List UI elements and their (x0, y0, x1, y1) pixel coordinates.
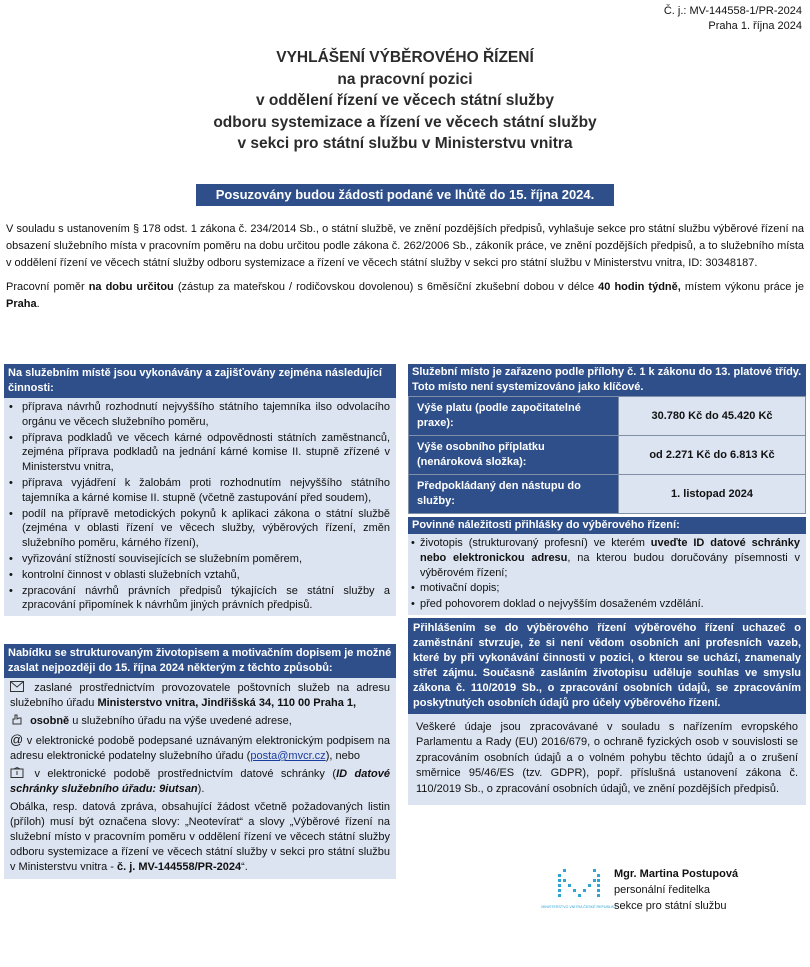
list-item: • před pohovorem doklad o nejvyšším dosaženém vzdělání. (420, 597, 800, 612)
duty-item: • příprava návrhů rozhodnutí nejvyššího státního tajemníka ilso odvolacího orgánu ve věcech služebního poměru, (22, 400, 390, 430)
document-title (0, 47, 810, 155)
table-row (409, 436, 806, 475)
title-line-2: na pracovní pozici (337, 70, 473, 88)
text: ), nebo (325, 750, 360, 762)
requirements-panel (408, 517, 806, 615)
post-option (10, 681, 390, 711)
text: životopis (strukturovaný profesní) ve kterém (420, 537, 651, 549)
duty-item: • vyřizování stížností souvisejících se služebním poměrem, (22, 552, 390, 567)
hours-label: 40 hodin týdně, (598, 281, 681, 294)
right-column (408, 364, 806, 805)
application-header: Nabídku se strukturovaným životopisem a motivačním dopisem je možné zaslat nejpozději do 15. října 2024 některým z těchto způsobů: (4, 644, 396, 678)
duty-item: • příprava podkladů ve věcech kárné odpovědnosti státních zaměstnanců, zejména příprava podkladů na jednání kárné komise II. stupně zřízené v Ministerstvu vnitra, (22, 431, 390, 475)
email-link[interactable]: posta@mvcr.cz (250, 750, 326, 762)
hand-icon (10, 714, 24, 725)
personal-option (10, 714, 390, 729)
databox-icon (10, 767, 24, 778)
text: zaslané prostřednictvím provozovatele poštovních služeb na adresu služebního úřadu (10, 682, 391, 709)
duties-panel (4, 364, 396, 616)
text: Obálka, resp. datová zpráva, obsahující žádost včetně požadovaných listin (příloh) musí být označena slovy: „Neotevírat“ a slovy „Výběrové řízení na služební místo v pracovním poměru v oddělení řízení ve věcech státní služby odboru systemizace a řízení ve věcech státní služby v sekci pro státní službu v Ministerstvu vnitra - (10, 801, 390, 873)
gdpr-paragraph: Veškeré údaje jsou zpracovávané v souladu s nařízením evropského Parlamentu a Rady (EU) 2016/679, o ochraně fyzických osob v souvislosti se zpracováním osobních údajů a o volném pohybu těchto údajů a o zrušení směrnice 95/46/ES (tzv. GDPR), popř. příslušná ustanovení zákona č. 110/2019 Sb., o zpracování osobních údajů, ve znění pozdějších předpisů. (408, 714, 806, 805)
salary-value: 1. listopad 2024 (619, 475, 806, 514)
duty-item: • příprava vyjádření k žalobám proti rozhodnutím nejvyššího státního tajemníka a kárné komise II. stupně (včetně zastupování před soudem), (22, 476, 390, 506)
table-row (409, 397, 806, 436)
text: v elektronické podobě prostřednictvím datové schránky ( (34, 768, 337, 780)
reference-date: Praha 1. října 2024 (708, 20, 802, 32)
deadline-banner: Posuzovány budou žádosti podané ve lhůtě do 15. října 2024. (196, 184, 614, 206)
requirements-header: Povinné náležitosti přihlášky do výběrového řízení: (408, 517, 806, 534)
signatory-unit: sekce pro státní službu (614, 900, 727, 912)
intro-section (6, 221, 804, 321)
consent-notice: Přihlášením se do výběrového řízení výběrového řízení uchazeč o zaměstnání stvrzuje, že si není vědom osobních ani profesních vazeb, které by při vykonávání činnosti v pozici, o kterou se uchází, znamenaly střet zájmu. Současně zasláním životopisu uděluje souhlas ve smyslu zákona č. 110/2019 Sb., o zpracování osobních údajů, se zpracováním poskytnutých osobních údajů pro účely výběrového řízení. (408, 618, 806, 714)
name-label: Mgr. Martina Postupová (614, 868, 739, 880)
text: “. (241, 861, 248, 873)
logo-text: MINISTERSTVO VNITRA ČESKÉ REPUBLIKY (541, 905, 617, 909)
intro-paragraph-2 (6, 279, 804, 313)
duty-item: • zpracování návrhů právních předpisů týkajících se státní služby a zpracování připomínek k návrhům jiných právních předpisů. (22, 584, 390, 614)
salary-label: Předpokládaný den nástupu do služby: (409, 475, 619, 514)
reference-header (664, 4, 802, 34)
text: (zástup za mateřskou / rodičovskou dovolenou) s 6měsíční zkušební dobou v délce (173, 281, 599, 294)
email-option (10, 732, 390, 764)
text: u služebního úřadu na výše uvedené adrese, (69, 715, 292, 727)
classification-header: Služební místo je zařazeno podle přílohy č. 1 k zákonu do 13. platové třídy. Toto místo není systemizováno jako klíčové. (408, 364, 806, 396)
duty-item: • podíl na přípravě metodických pokynů k aplikaci zákona o státní službě (zejména v oblasti řízení ve věcech služby, výběrových řízení, změn služebního poměru, kárného řízení), (22, 507, 390, 551)
cv-highlight: uveďte ID datové schránky nebo elektronickou adresu (420, 537, 800, 564)
salary-label: Výše platu (podle započitatelné praxe): (409, 397, 619, 436)
duties-header: Na služebním místě jsou vykonávány a zajišťovány zejména následující činnosti: (4, 364, 396, 398)
table-row (409, 475, 806, 514)
salary-label: Výše osobního příplatku (nenároková složka): (409, 436, 619, 475)
requirements-list (408, 534, 806, 615)
text: . (36, 298, 40, 311)
text: , na kterou budou doručovány písemnosti v výběrovém řízení; (420, 551, 800, 579)
reference-label: č. j. MV-144558/PR-2024 (116, 861, 242, 873)
title-line-1: VYHLÁŠENÍ VÝBĚROVÉHO ŘÍZENÍ (276, 49, 534, 66)
envelope-instructions (10, 800, 390, 875)
signatory-name (614, 866, 738, 882)
title-line-3: v oddělení řízení ve věcech státní služby (255, 92, 555, 109)
salary-value: od 2.271 Kč do 6.813 Kč (619, 436, 806, 475)
ministry-logo (541, 866, 617, 922)
list-item (420, 536, 800, 580)
at-icon: @ (10, 732, 24, 747)
place-label: Praha (6, 298, 37, 311)
list-item: • motivační dopis; (420, 581, 800, 596)
address-label: Ministerstvo vnitra, Jindřišská 34, 110 00 Praha 1, (97, 697, 357, 709)
intro-paragraph-1: V souladu s ustanovením § 178 odst. 1 zákona č. 234/2014 Sb., o státní službě, ve znění pozdějších předpisů, vyhlašuje sekce pro státní službu výběrové řízení na obsazení služebního místa v pracovním poměru na dobu určitou podle zákona č. 262/2006 Sb., zákoník práce, ve znění pozdějších předpisů, a to služebního místa v oddělení řízení ve věcech státní služby odboru systemizace a řízení ve věcech státní služby v sekci pro státní službu v Ministerstvu vnitra, ID: 30348187. (6, 223, 804, 269)
signatory-role: personální ředitelka (614, 884, 711, 896)
personal-label: osobně (30, 715, 70, 727)
salary-value: 30.780 Kč do 45.420 Kč (619, 397, 806, 436)
salary-table (408, 396, 806, 514)
term-label: na dobu určitou (88, 281, 174, 294)
envelope-icon (10, 681, 24, 692)
databox-id: ID datové schránky služebního úřadu: 9iutsan (10, 768, 390, 795)
application-panel (4, 644, 396, 879)
title-line-4: odboru systemizace a řízení ve věcech státní služby (213, 113, 597, 131)
text: místem výkonu práce je (680, 281, 804, 294)
duties-list (4, 398, 396, 616)
duty-item: • kontrolní činnost v oblasti služebních vztahů, (22, 568, 390, 583)
title-line-5: v sekci pro státní službu v Ministerstvu vnitra (237, 135, 573, 152)
application-body (4, 678, 396, 879)
reference-number: Č. j.: MV-144558-1/PR-2024 (663, 5, 802, 17)
signature-text (614, 866, 738, 914)
text: ). (197, 783, 205, 795)
text: v elektronické podobě podepsané uznávaným elektronickým podpisem na adresu elektronické podatelny služebního úřadu ( (10, 735, 390, 762)
signature-block (541, 866, 796, 926)
databox-option (10, 767, 390, 797)
text: Pracovní poměr (6, 281, 89, 294)
